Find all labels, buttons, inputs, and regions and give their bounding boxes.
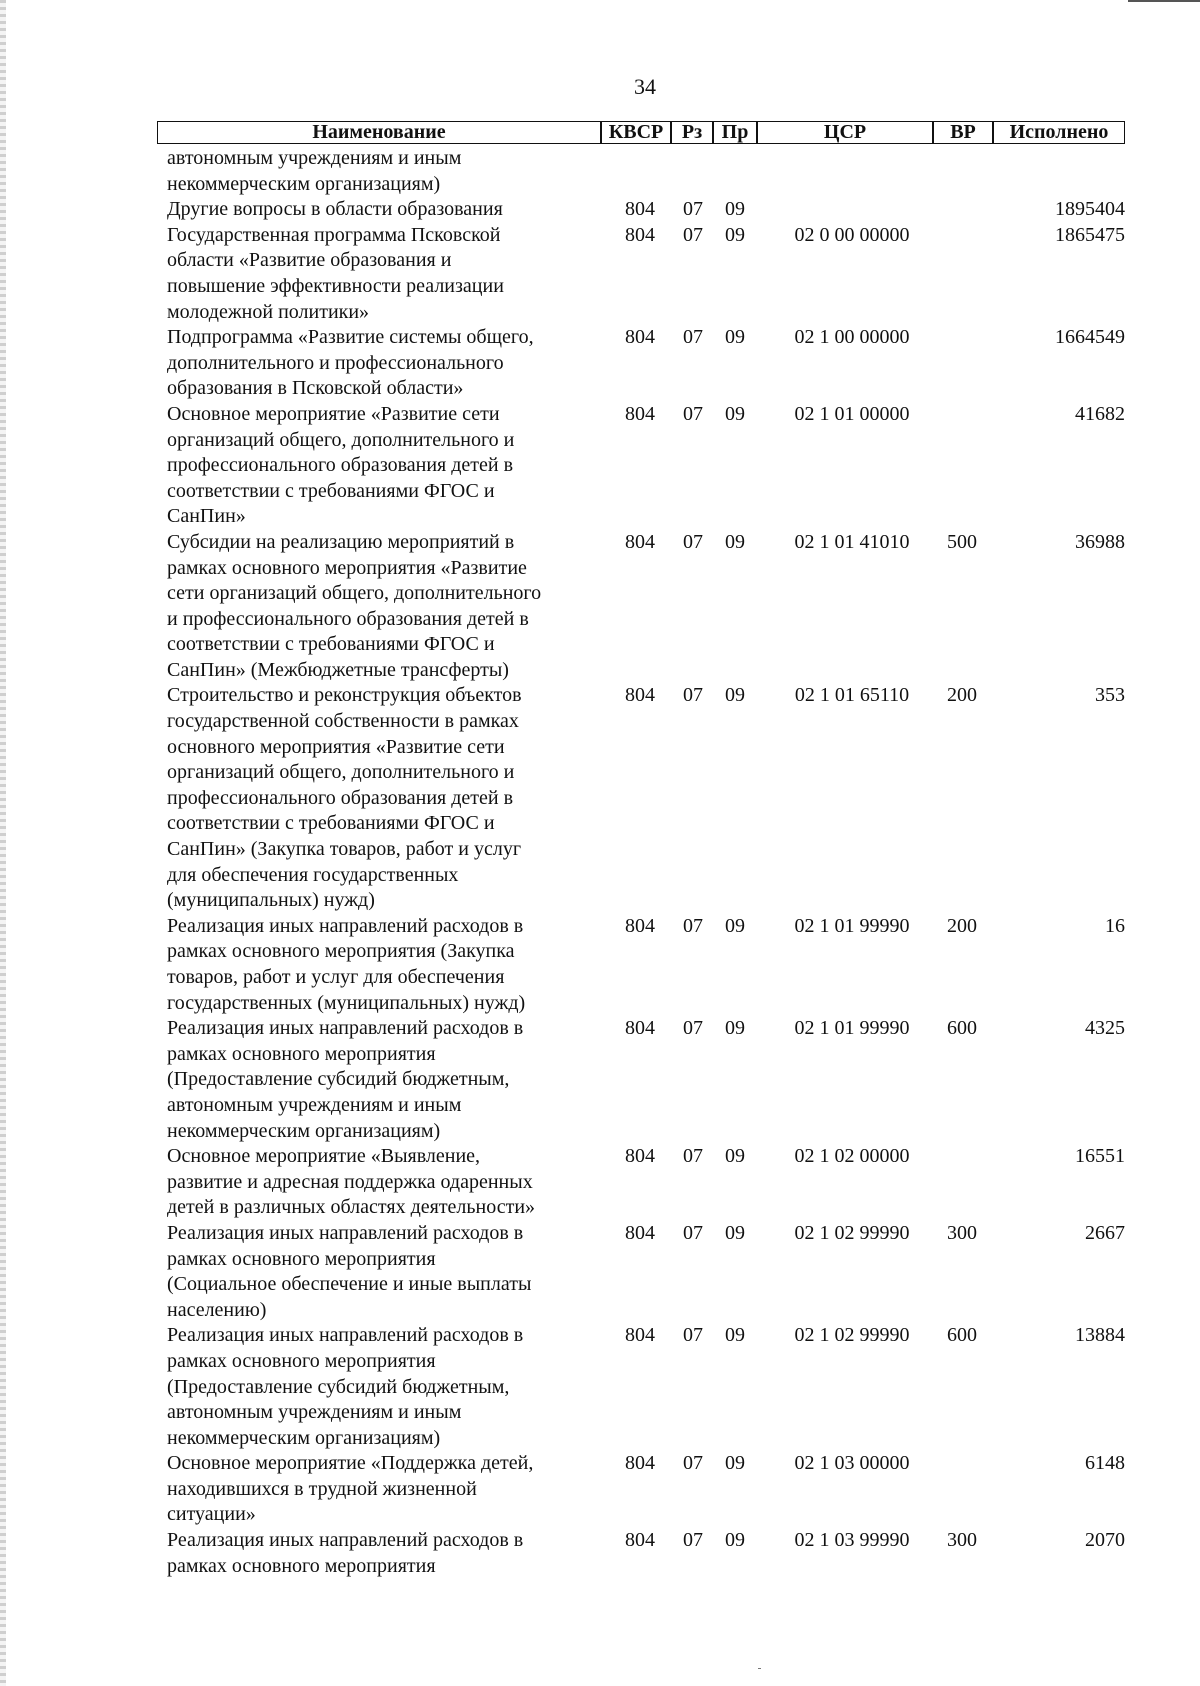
table-row: [167, 914, 1125, 1016]
cell-rz: 07: [683, 914, 703, 937]
cell-pr: 09: [725, 1145, 745, 1168]
cell-kvsr: 804: [625, 223, 655, 246]
cell-pr: 09: [725, 326, 745, 349]
cell-name: Основное мероприятие «Выявление, развитие и адресная поддержка одаренных детей в различных областях деятельности»: [167, 1145, 536, 1219]
cell-csr: 02 1 01 65110: [794, 684, 910, 707]
cell-pr: 09: [725, 1017, 745, 1040]
cell-rz: 07: [683, 684, 703, 707]
cell-name: Основное мероприятие «Развитие сети организаций общего, дополнительного и профессионального образования детей в соответствии с требованиями ФГОС и СанПин»: [167, 402, 515, 528]
cell-csr: 02 1 02 99990: [794, 1221, 910, 1244]
cell-pr: 09: [725, 1529, 745, 1552]
table-row: [167, 530, 1125, 684]
cell-vr: 600: [947, 1324, 977, 1347]
table-row: [167, 402, 1125, 530]
cell-name: Реализация иных направлений расходов в рамках основного мероприятия (Социальное обеспечение и иные выплаты населению): [167, 1221, 532, 1321]
cell-sum: 13884: [1075, 1324, 1125, 1347]
cell-vr: 300: [947, 1529, 977, 1552]
cell-name: Основное мероприятие «Поддержка детей, находившихся в трудной жизненной ситуации»: [167, 1452, 534, 1526]
cell-name: Реализация иных направлений расходов в рамках основного мероприятия (Предоставление субсидий бюджетным, автономным учреждениям и иным некоммерческим организациям): [167, 1324, 524, 1449]
cell-kvsr: 804: [625, 914, 655, 937]
cell-sum: 1865475: [1055, 223, 1125, 246]
cell-name: Реализация иных направлений расходов в рамках основного мероприятия (Закупка товаров, работ и услуг для обеспечения государственных (муниципальных) нужд): [167, 914, 526, 1014]
cell-kvsr: 804: [625, 1017, 655, 1040]
cell-kvsr: 804: [625, 684, 655, 707]
cell-rz: 07: [683, 1529, 703, 1552]
header-pr: Пр: [713, 121, 757, 144]
cell-kvsr: 804: [625, 530, 655, 553]
table-row: [167, 146, 1125, 197]
cell-rz: 07: [683, 402, 703, 425]
table-row: [167, 1144, 1125, 1221]
cell-pr: 09: [725, 1452, 745, 1475]
cell-sum: 16: [1105, 914, 1125, 937]
cell-vr: 600: [947, 1017, 977, 1040]
cell-csr: 02 1 01 99990: [794, 914, 910, 937]
cell-csr: 02 1 03 99990: [794, 1529, 910, 1552]
cell-sum: 1895404: [1055, 198, 1125, 221]
cell-pr: 09: [725, 914, 745, 937]
cell-kvsr: 804: [625, 198, 655, 221]
cell-sum: 353: [1095, 684, 1125, 707]
cell-vr: 200: [947, 914, 977, 937]
cell-csr: 02 1 00 00000: [794, 326, 910, 349]
cell-name: Реализация иных направлений расходов в рамках основного мероприятия (Предоставление субсидий бюджетным, автономным учреждениям и иным некоммерческим организациям): [167, 1017, 524, 1142]
cell-csr: 02 0 00 00000: [794, 223, 910, 246]
table-row: [167, 1528, 1125, 1579]
cell-pr: 09: [725, 684, 745, 707]
cell-kvsr: 804: [625, 1452, 655, 1475]
cell-pr: 09: [725, 1221, 745, 1244]
cell-name: Государственная программа Псковской области «Развитие образования и повышение эффективности реализации молодежной политики»: [167, 223, 504, 323]
cell-rz: 07: [683, 1145, 703, 1168]
cell-vr: 200: [947, 684, 977, 707]
page-number: 34: [634, 74, 656, 99]
cell-rz: 07: [683, 223, 703, 246]
cell-rz: 07: [683, 530, 703, 553]
cell-pr: 09: [725, 1324, 745, 1347]
cell-sum: 1664549: [1055, 326, 1125, 349]
header-sum: Исполнено: [993, 121, 1125, 144]
cell-name: автономным учреждениям и иным некоммерческим организациям): [167, 147, 462, 195]
cell-pr: 09: [725, 198, 745, 221]
cell-rz: 07: [683, 1452, 703, 1475]
cell-kvsr: 804: [625, 1529, 655, 1552]
cell-rz: 07: [683, 326, 703, 349]
cell-sum: 6148: [1085, 1452, 1125, 1475]
cell-pr: 09: [725, 402, 745, 425]
table-row: [167, 1016, 1125, 1144]
table-row: [167, 1451, 1125, 1528]
cell-sum: 2070: [1085, 1529, 1125, 1552]
cell-kvsr: 804: [625, 326, 655, 349]
cell-pr: 09: [725, 530, 745, 553]
cell-vr: 500: [947, 530, 977, 553]
cell-csr: 02 1 02 99990: [794, 1324, 910, 1347]
cell-name: Субсидии на реализацию мероприятий в рамках основного мероприятия «Развитие сети организаций общего, дополнительного и профессионального образования детей в соответствии с требованиями ФГОС и СанПин» (Межбюджетные трансферты): [167, 530, 542, 681]
cell-name: Другие вопросы в области образования: [167, 198, 503, 221]
cell-rz: 07: [683, 1017, 703, 1040]
cell-csr: 02 1 01 41010: [794, 530, 910, 553]
header-rz: Рз: [671, 121, 713, 144]
table-row: [167, 197, 1125, 223]
cell-kvsr: 804: [625, 402, 655, 425]
table-body: [167, 146, 1125, 1579]
scan-edge: [0, 0, 6, 1686]
cell-sum: 2667: [1085, 1221, 1125, 1244]
table-header: [157, 121, 1125, 146]
cell-sum: 4325: [1085, 1017, 1125, 1040]
cell-csr: 02 1 02 00000: [794, 1145, 910, 1168]
header-kvsr: КВСР: [601, 121, 671, 144]
cell-kvsr: 804: [625, 1221, 655, 1244]
cell-name: Реализация иных направлений расходов в рамках основного мероприятия: [167, 1529, 524, 1577]
cell-kvsr: 804: [625, 1145, 655, 1168]
table-row: [167, 223, 1125, 325]
table-row: [167, 1221, 1125, 1323]
cell-pr: 09: [725, 223, 745, 246]
table-row: [167, 1323, 1125, 1451]
cell-name: Подпрограмма «Развитие системы общего, дополнительного и профессионального образования в Псковской области»: [167, 326, 534, 400]
table-row: [167, 683, 1125, 913]
cell-rz: 07: [683, 1324, 703, 1347]
cell-csr: 02 1 03 00000: [794, 1452, 910, 1475]
cell-name: Строительство и реконструкция объектов государственной собственности в рамках основного мероприятия «Развитие сети организаций общего, дополнительного и профессионального образования детей в соответствии с требованиями ФГОС и СанПин» (Закупка товаров, работ и услуг для обеспечения государственных (муниципальных) нужд): [167, 684, 522, 912]
table-row: [167, 325, 1125, 402]
cell-rz: 07: [683, 1221, 703, 1244]
header-csr: ЦСР: [757, 121, 933, 144]
cell-sum: 36988: [1075, 530, 1125, 553]
cell-csr: 02 1 01 00000: [794, 402, 910, 425]
cell-csr: 02 1 01 99990: [794, 1017, 910, 1040]
cell-sum: 16551: [1075, 1145, 1125, 1168]
scan-dot: [758, 1668, 761, 1669]
header-name: Наименование: [157, 121, 601, 144]
cell-rz: 07: [683, 198, 703, 221]
top-rule: [1128, 0, 1200, 2]
cell-kvsr: 804: [625, 1324, 655, 1347]
cell-sum: 41682: [1075, 402, 1125, 425]
header-vr: ВР: [933, 121, 993, 144]
cell-vr: 300: [947, 1221, 977, 1244]
